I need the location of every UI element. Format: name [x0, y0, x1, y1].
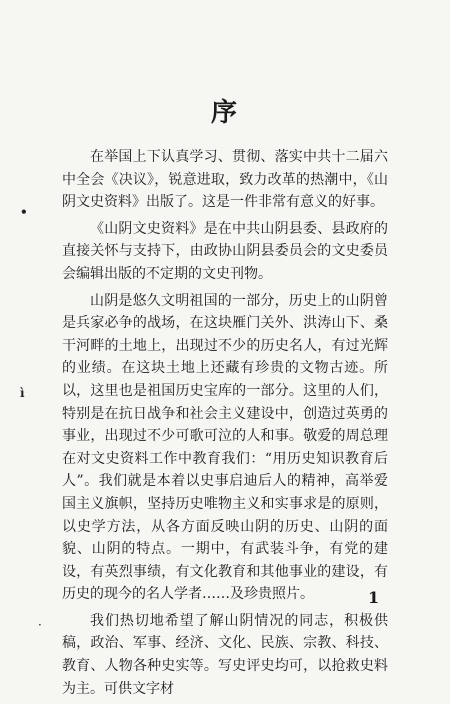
paragraph-4: 我们热切地希望了解山阴情况的同志，积极供稿，政治、军事、经济、文化、民族、宗教、科技、教育、人物各种史实等。写史评史均可，以抢救史料为主。可供文字材 [62, 612, 388, 697]
paragraph-3: 山阴是悠久文明祖国的一部分，历史上的山阴曾是兵家必争的战场，在这块雁门关外、洪涛山下、桑干河畔的土地上，出现过不少的历史名人，有过光辉的业绩。在这块土地上还藏有珍贵的文物古迹。所以，这里也是祖国历史宝库的一部分。这里的人们，特别是在抗日战争和社会主义建设中，创造过英勇的事业，出现过不少可歌可泣的人和事。敬爱的周总理在对文史资料工作中教育我们：“用历史知识教育后人”。我们就是本着以史事启迪后人的精神，高举爱国主义旗帜，坚持历史唯物主义和实事求是的原则，以史学方法，从各方面反映山阴的历史、山阴的面貌、山阴的特点。一期中，有武装斗争，有党的建设，有英烈事绩，有文化教育和其他事业的建设，有历史的现今的名人学者……及珍贵照片。 [62, 292, 388, 603]
margin-mark: · [38, 618, 42, 632]
paragraph-2: 《山阴文史资料》是在中共山阴县委、县政府的直接关怀与支持下，由政协山阴县委员会的文史委员会编辑出版的不定期的文史刊物。 [62, 220, 388, 282]
page-number: 1 [368, 588, 380, 607]
margin-mark: ì [20, 386, 25, 400]
body-text [62, 146, 388, 704]
margin-mark: • [20, 205, 28, 219]
paragraph-1: 在举国上下认真学习、贯彻、落实中共十二届六中全会《决议》，锐意进取，致力改革的热潮中，《山阴文史资料》出版了。这是一件非常有意义的好事。 [62, 149, 388, 211]
page-title: 序 [210, 98, 239, 128]
